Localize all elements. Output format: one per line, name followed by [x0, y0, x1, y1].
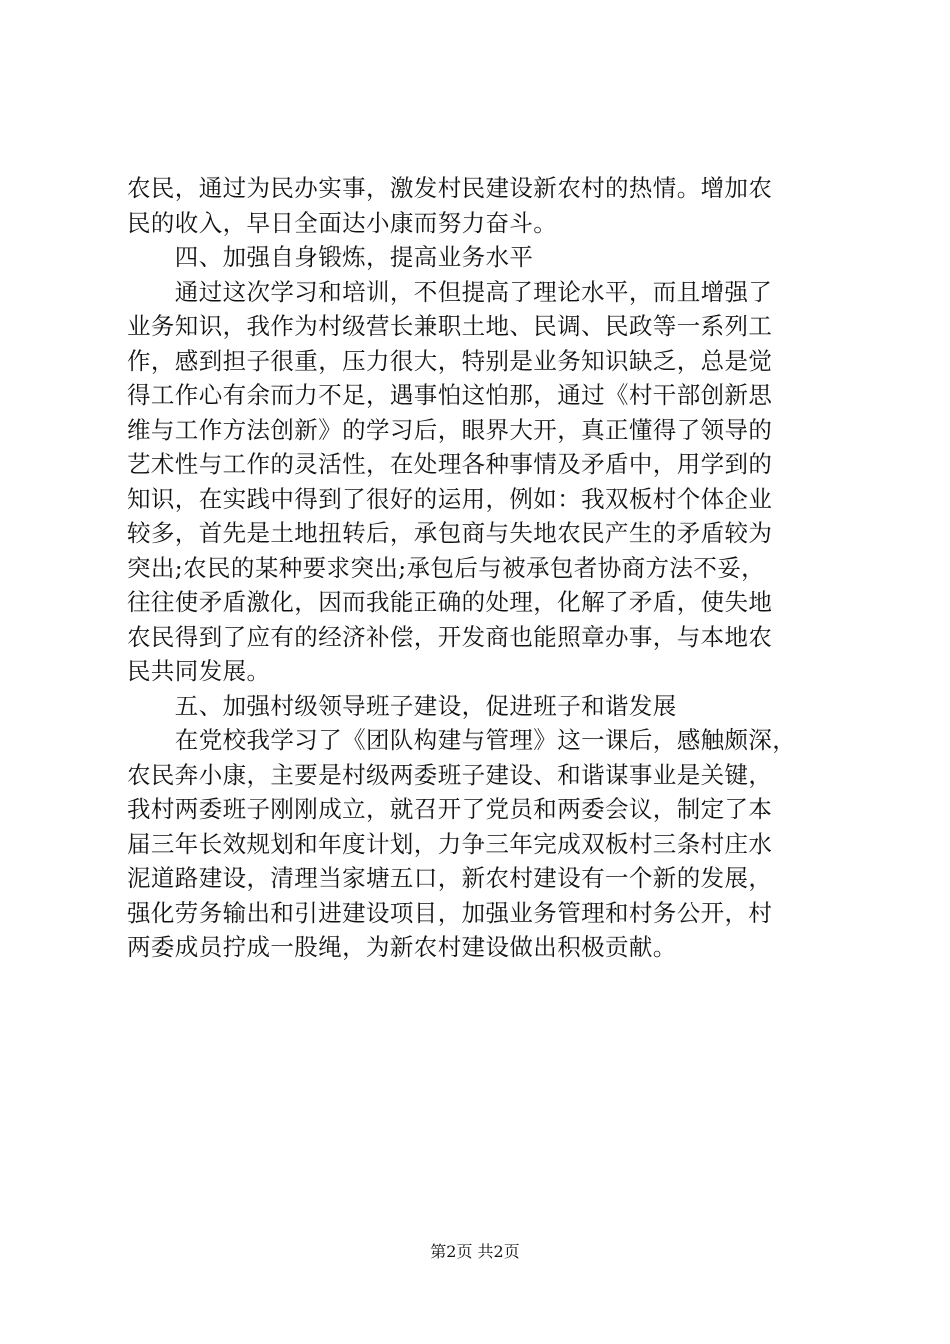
text-line: 两委成员拧成一股绳，为新农村建设做出积极贡献。 — [127, 933, 677, 961]
text-line: 往往使矛盾激化，因而我能正确的处理，化解了矛盾，使失地 — [127, 588, 773, 616]
document-body — [127, 171, 847, 965]
text-line: 得工作心有余而力不足，遇事怕这怕那，通过《村干部创新思 — [127, 381, 773, 409]
text-line: 民共同发展。 — [127, 657, 271, 685]
text-line: 业务知识，我作为村级营长兼职土地、民调、民政等一系列工 — [127, 312, 773, 340]
section-heading: 五、加强村级领导班子建设，促进班子和谐发展 — [127, 691, 677, 720]
text-line: 艺术性与工作的灵活性，在处理各种事情及矛盾中，用学到的 — [127, 450, 773, 478]
text-line: 通过这次学习和培训，不但提高了理论水平，而且增强了 — [127, 277, 773, 306]
text-line: 农民得到了应有的经济补偿，开发商也能照章办事，与本地农 — [127, 622, 773, 651]
section-heading: 四、加强自身锻炼，提高业务水平 — [127, 243, 534, 271]
text-line: 我村两委班子刚刚成立，就召开了党员和两委会议，制定了本 — [127, 795, 773, 823]
text-line: 突出;农民的某种要求突出;承包后与被承包者协商方法不妥， — [127, 553, 766, 582]
text-line: 维与工作方法创新》的学习后，眼界大开，真正懂得了领导的 — [127, 415, 773, 444]
text-line: 在党校我学习了《团队构建与管理》这一课后，感触颇深， — [127, 726, 797, 754]
text-line: 作，感到担子很重，压力很大，特别是业务知识缺乏，总是觉 — [127, 346, 773, 375]
text-line: 农民奔小康，主要是村级两委班子建设、和谐谋事业是关键， — [127, 760, 773, 789]
text-line: 强化劳务输出和引进建设项目，加强业务管理和村务公开，村 — [127, 898, 773, 927]
text-line: 泥道路建设，清理当家塘五口，新农村建设有一个新的发展， — [127, 864, 773, 892]
text-line: 届三年长效规划和年度计划，力争三年完成双板村三条村庄水 — [127, 829, 773, 858]
text-line: 农民，通过为民办实事，激发村民建设新农村的热情。增加农 — [127, 174, 773, 202]
text-line: 较多，首先是土地扭转后，承包商与失地农民产生的矛盾较为 — [127, 519, 773, 547]
text-line: 民的收入，早日全面达小康而努力奋斗。 — [127, 208, 558, 237]
page-number-label: 第2页 共2页 — [430, 1242, 520, 1261]
page-footer — [0, 1242, 950, 1262]
text-line: 知识，在实践中得到了很好的运用，例如：我双板村个体企业 — [127, 484, 773, 513]
